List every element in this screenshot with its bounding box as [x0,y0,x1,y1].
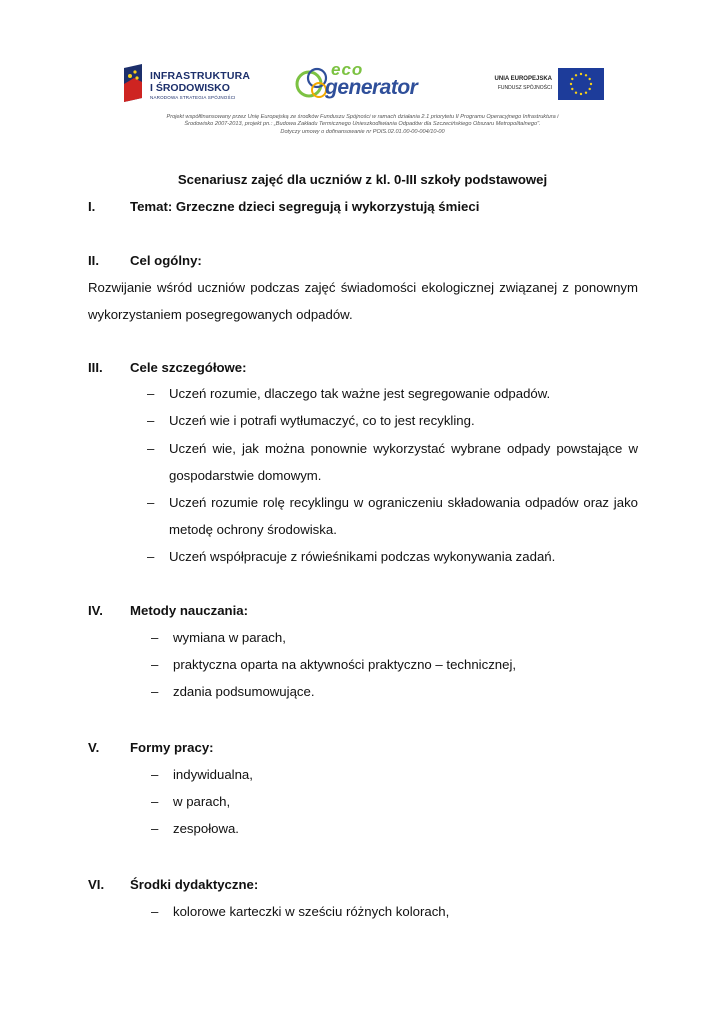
list-item-text: zespołowa. [173,821,239,836]
logo-left-line2: I ŚRODOWISKO [150,82,230,94]
list-item [151,899,638,926]
section-heading: Cel ogólny: [130,253,202,268]
header-logos [0,60,725,108]
list-item-text: Uczeń współpracuje z rówieśnikami podczas wykonywania zadań. [169,549,556,564]
section-number: III. [88,360,103,375]
eu-logo [490,66,608,102]
list-item-text: wymiana w parach, [173,630,286,645]
list-item [151,762,638,789]
dash-bullet: – [147,386,155,401]
list-item [147,490,638,543]
list-item [151,789,638,816]
dash-bullet: – [151,904,159,919]
infrastruktura-logo [122,64,262,104]
dash-bullet: – [151,684,159,699]
dash-bullet: – [151,821,159,836]
section-heading: Formy pracy: [130,740,214,755]
section-heading: Temat: Grzeczne dzieci segregują i wykorzystują śmieci [130,199,480,214]
list-item [147,436,638,489]
dash-bullet: – [147,549,155,564]
dash-bullet: – [147,413,155,428]
logo-left-line1: INFRASTRUKTURA [150,70,251,82]
list-item [151,625,638,652]
list-item-text: indywidualna, [173,767,253,782]
list-item-text: zdania podsumowujące. [173,684,315,699]
logo-right-line2: FUNDUSZ SPÓJNOŚCI [497,85,552,91]
list-item-text: praktyczna oparta na aktywności praktyczno – technicznej, [173,657,517,672]
list-item-text: Uczeń wie i potrafi wytłumaczyć, co to jest recykling. [169,413,475,428]
funding-note [120,114,605,136]
dash-bullet: – [147,495,155,510]
section-number: IV. [88,603,103,618]
section-heading: Środki dydaktyczne: [130,877,259,892]
general-goal-paragraph: Rozwijanie wśród uczniów podczas zajęć świadomości ekologicznej związanej z ponownym wykorzystaniem posegregowanych odpadów. [88,280,638,322]
dash-bullet: – [151,794,159,809]
list-item [147,544,638,571]
list-item [151,652,638,679]
funding-line-1: Projekt współfinansowany przez Unię Europejską ze środków Funduszu Spójności w ramach działania 2.1 priorytetu II Programu Operacyjnego Infrastruktura i [166,114,559,120]
section-number: II. [88,253,99,268]
section-number: V. [88,740,100,755]
list-item [151,816,638,843]
nss-flag-icon [122,64,144,102]
section-number: I. [88,199,96,214]
eu-flag-icon [558,68,604,100]
list-item [151,679,638,706]
list-item-text: Uczeń wie, jak można ponownie wykorzystać wybrane odpady powstające w gospodarstwie domowym. [169,441,638,483]
logo-left-line3: NARODOWA STRATEGIA SPÓJNOŚCI [150,95,236,100]
list-item-text: w parach, [173,794,231,809]
section-heading: Cele szczegółowe: [130,360,247,375]
section-heading: Metody nauczania: [130,603,248,618]
list-item [147,381,638,408]
list-item-text: kolorowe karteczki w sześciu różnych kolorach, [173,904,450,919]
logo-right-line1: UNIA EUROPEJSKA [494,76,552,82]
ecogenerator-logo [295,62,440,106]
logo-eco-text: eco [331,60,364,79]
list-item [147,408,638,435]
document-title: Scenariusz zajęć dla uczniów z kl. 0-III szkoły podstawowej [177,172,548,187]
dash-bullet: – [151,630,159,645]
dash-bullet: – [151,767,159,782]
list-item-text: Uczeń rozumie rolę recyklingu w ograniczeniu składowania odpadów oraz jako metodę ochrony środowiska. [169,495,638,537]
dash-bullet: – [151,657,159,672]
logo-generator-text: generator [325,76,418,99]
funding-line-2: Środowisko 2007-2013, projekt pn.: „Budowa Zakładu Termicznego Unieszkodliwiania Odpadów dla Szczecińskiego Obszaru Metropolitalnego". [184,121,541,128]
funding-line-3: Dotyczy umowy o dofinansowanie nr POIS.02.01.00-00-004/10-00 [280,128,445,135]
section-number: VI. [88,877,105,892]
list-item-text: Uczeń rozumie, dlaczego tak ważne jest segregowanie odpadów. [169,386,551,401]
dash-bullet: – [147,441,155,456]
